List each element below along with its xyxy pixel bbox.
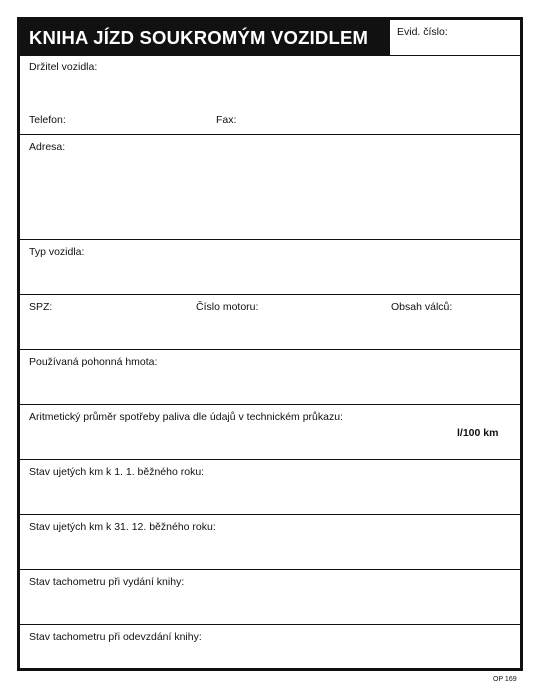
- vehicle-logbook-form: [17, 17, 523, 671]
- phone-field[interactable]: Telefon:: [29, 114, 66, 126]
- fax-field[interactable]: Fax:: [216, 114, 237, 126]
- engine-number-field[interactable]: Číslo motoru:: [196, 301, 259, 313]
- odometer-at-return-field[interactable]: Stav tachometru při odevzdání knihy:: [29, 631, 202, 643]
- engine-displacement-field[interactable]: Obsah válců:: [391, 301, 453, 313]
- license-plate-field[interactable]: SPZ:: [29, 301, 53, 313]
- form-code: OP 169: [493, 676, 517, 683]
- fuel-type-field[interactable]: Používaná pohonná hmota:: [29, 356, 158, 368]
- address-section: [20, 135, 520, 240]
- form-title: KNIHA JÍZD SOUKROMÝM VOZIDLEM: [20, 20, 390, 55]
- vehicle-type-section: [20, 240, 520, 295]
- km-start-of-year-field[interactable]: Stav ujetých km k 1. 1. běžného roku:: [29, 466, 205, 478]
- vehicle-ids-section: [20, 295, 520, 350]
- km-start-section: [20, 460, 520, 515]
- km-end-of-year-field[interactable]: Stav ujetých km k 31. 12. běžného roku:: [29, 521, 216, 533]
- form-header: [20, 20, 520, 56]
- holder-field[interactable]: Držitel vozidla:: [29, 61, 98, 73]
- fuel-section: [20, 350, 520, 405]
- odometer-at-issue-field[interactable]: Stav tachometru při vydání knihy:: [29, 576, 185, 588]
- consumption-unit: l/100 km: [457, 427, 499, 439]
- average-consumption-field[interactable]: Aritmetický průměr spotřeby paliva dle údajů v technickém průkazu:: [29, 411, 343, 423]
- odometer-return-section: [20, 625, 520, 668]
- odometer-issue-section: [20, 570, 520, 625]
- km-end-section: [20, 515, 520, 570]
- vehicle-type-field[interactable]: Typ vozidla:: [29, 246, 85, 258]
- consumption-section: [20, 405, 520, 460]
- address-field[interactable]: Adresa:: [29, 141, 66, 153]
- holder-section: [20, 56, 520, 135]
- registration-number-field[interactable]: Evid. číslo:: [397, 26, 448, 38]
